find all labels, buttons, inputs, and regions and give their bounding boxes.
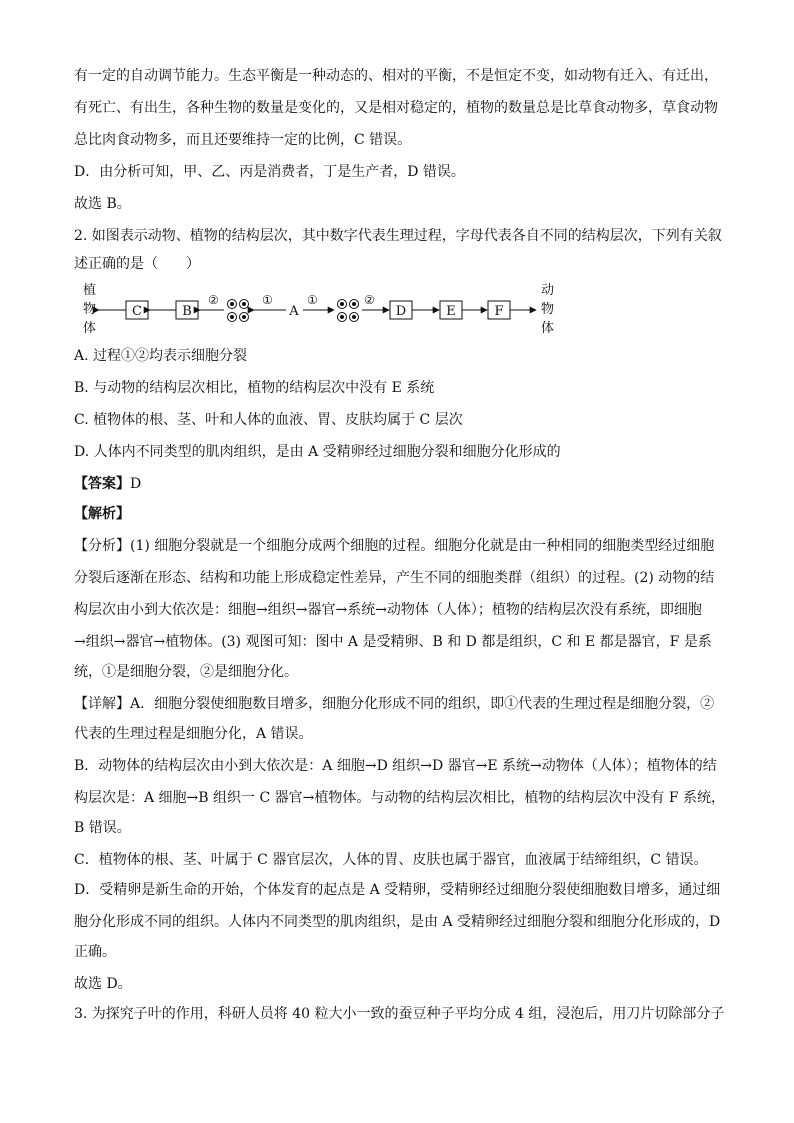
- analysis-line: 统，①是细胞分裂，②是细胞分化。: [74, 664, 298, 680]
- step2-label-right: ②: [364, 293, 375, 307]
- question-stem: 3. 为探究子叶的作用，科研人员将 40 粒大小一致的蚕豆种子平均分成 4 组，浸泡后，用刀片切除部分子: [74, 1006, 725, 1022]
- detail-line: C．植物体的根、茎、叶属于 C 器官层次，人体的胃、皮肤也属于器官，血液属于结缔组织，C 错误。: [74, 852, 708, 868]
- animal-body-label-3: 体: [541, 321, 555, 336]
- text-line: 有一定的自动调节能力。生态平衡是一种动态的、相对的平衡，不是恒定不变，如动物有迁入、有迁出，: [74, 68, 718, 84]
- option-c: C. 植物体的根、茎、叶和人体的血液、胃、皮肤均属于 C 层次: [74, 412, 463, 428]
- detail-line: 代表的生理过程是细胞分化，A 错误。: [74, 726, 313, 742]
- text-line: D．由分析可知，甲、乙、丙是消费者，丁是生产者，D 错误。: [74, 164, 465, 180]
- detail-line: 构层次是：A 细胞→B 组织一 C 器官→植物体。与动物的结构层次相比，植物的结构层次中没有 F 系统，: [74, 790, 725, 806]
- plant-body-label-3: 体: [83, 321, 97, 336]
- step1-label-right: ①: [307, 293, 318, 307]
- analysis-line: →组织→器官→植物体。(3) 观图可知：图中 A 是受精卵、B 和 D 都是组织，C 和 E 都是器官，F 是系: [74, 634, 712, 650]
- detail-line: B．动物体的结构层次由小到大依次是：A 细胞→D 组织→D 器官→E 系统→动物体（人体）；植物体的结: [74, 758, 717, 774]
- detail-line: 故选 D。: [74, 976, 132, 992]
- analysis-line: 构层次由小到大依次是：细胞→组织→器官→系统→动物体（人体）；植物的结构层次没有系统，即细胞: [74, 602, 702, 618]
- box-f-label: F: [494, 304, 504, 319]
- analysis-line: 【分析】(1) 细胞分裂就是一个细胞分成两个细胞的过程。细胞分化就是由一种相同的细胞类型经过细胞: [74, 538, 715, 554]
- option-d: D. 人体内不同类型的肌肉组织，是由 A 受精卵经过细胞分裂和细胞分化形成的: [74, 444, 561, 460]
- step2-label-left: ②: [208, 293, 219, 307]
- cell-cluster-left-icon: [228, 300, 249, 322]
- analysis-line: 分裂后逐渐在形态、结构和功能上形成稳定性差异，产生不同的细胞类群（组织）的过程。(2) 动物的结: [74, 570, 715, 586]
- option-a: A. 过程①②均表示细胞分裂: [74, 348, 248, 364]
- detail-line: 正确。: [74, 944, 116, 960]
- question-stem: 述正确的是（ ）: [74, 256, 200, 272]
- box-b-label: B: [182, 304, 192, 319]
- structure-hierarchy-diagram: [78, 280, 568, 340]
- box-c-label: C: [132, 304, 142, 319]
- detail-line: 【详解】A．细胞分裂使细胞数目增多，细胞分化形成不同的组织，即①代表的生理过程是细胞分裂，②: [74, 696, 715, 712]
- box-d-label: D: [395, 304, 407, 319]
- explanation-tag: 【解析】: [74, 506, 130, 522]
- answer-tag: 【答案】: [74, 476, 130, 492]
- text-line: 总比肉食动物多，而且还要维持一定的比例，C 错误。: [74, 132, 412, 148]
- center-a-label: A: [289, 304, 299, 319]
- step1-label-left: ①: [262, 293, 273, 307]
- answer-line: [74, 474, 724, 494]
- detail-line: B 错误。: [74, 820, 131, 836]
- answer-value: D: [130, 476, 142, 492]
- detail-line: D．受精卵是新生命的开始，个体发育的起点是 A 受精卵，受精卵经过细胞分裂使细胞数目增多，通过细: [74, 882, 721, 898]
- plant-body-label-2: 物: [83, 302, 97, 317]
- detail-line: 胞分化形成不同的组织。人体内不同类型的肌肉组织，是由 A 受精卵经过细胞分裂和细胞分化形成的，D: [74, 914, 721, 930]
- text-line: 有死亡、有出生，各种生物的数量是变化的，又是相对稳定的，植物的数量总是比草食动物多，草食动物: [74, 100, 718, 116]
- text-line: 故选 B。: [74, 196, 131, 212]
- question-stem: 2. 如图表示动物、植物的结构层次，其中数字代表生理过程，字母代表各自不同的结构层次，下列有关叙: [74, 228, 722, 244]
- cell-cluster-right-icon: [338, 300, 359, 322]
- option-b: B. 与动物的结构层次相比，植物的结构层次中没有 E 系统: [74, 380, 435, 396]
- animal-body-label-2: 物: [541, 302, 555, 317]
- box-e-label: E: [446, 304, 456, 319]
- plant-body-label-1: 植: [83, 283, 97, 298]
- animal-body-label-1: 动: [541, 283, 555, 298]
